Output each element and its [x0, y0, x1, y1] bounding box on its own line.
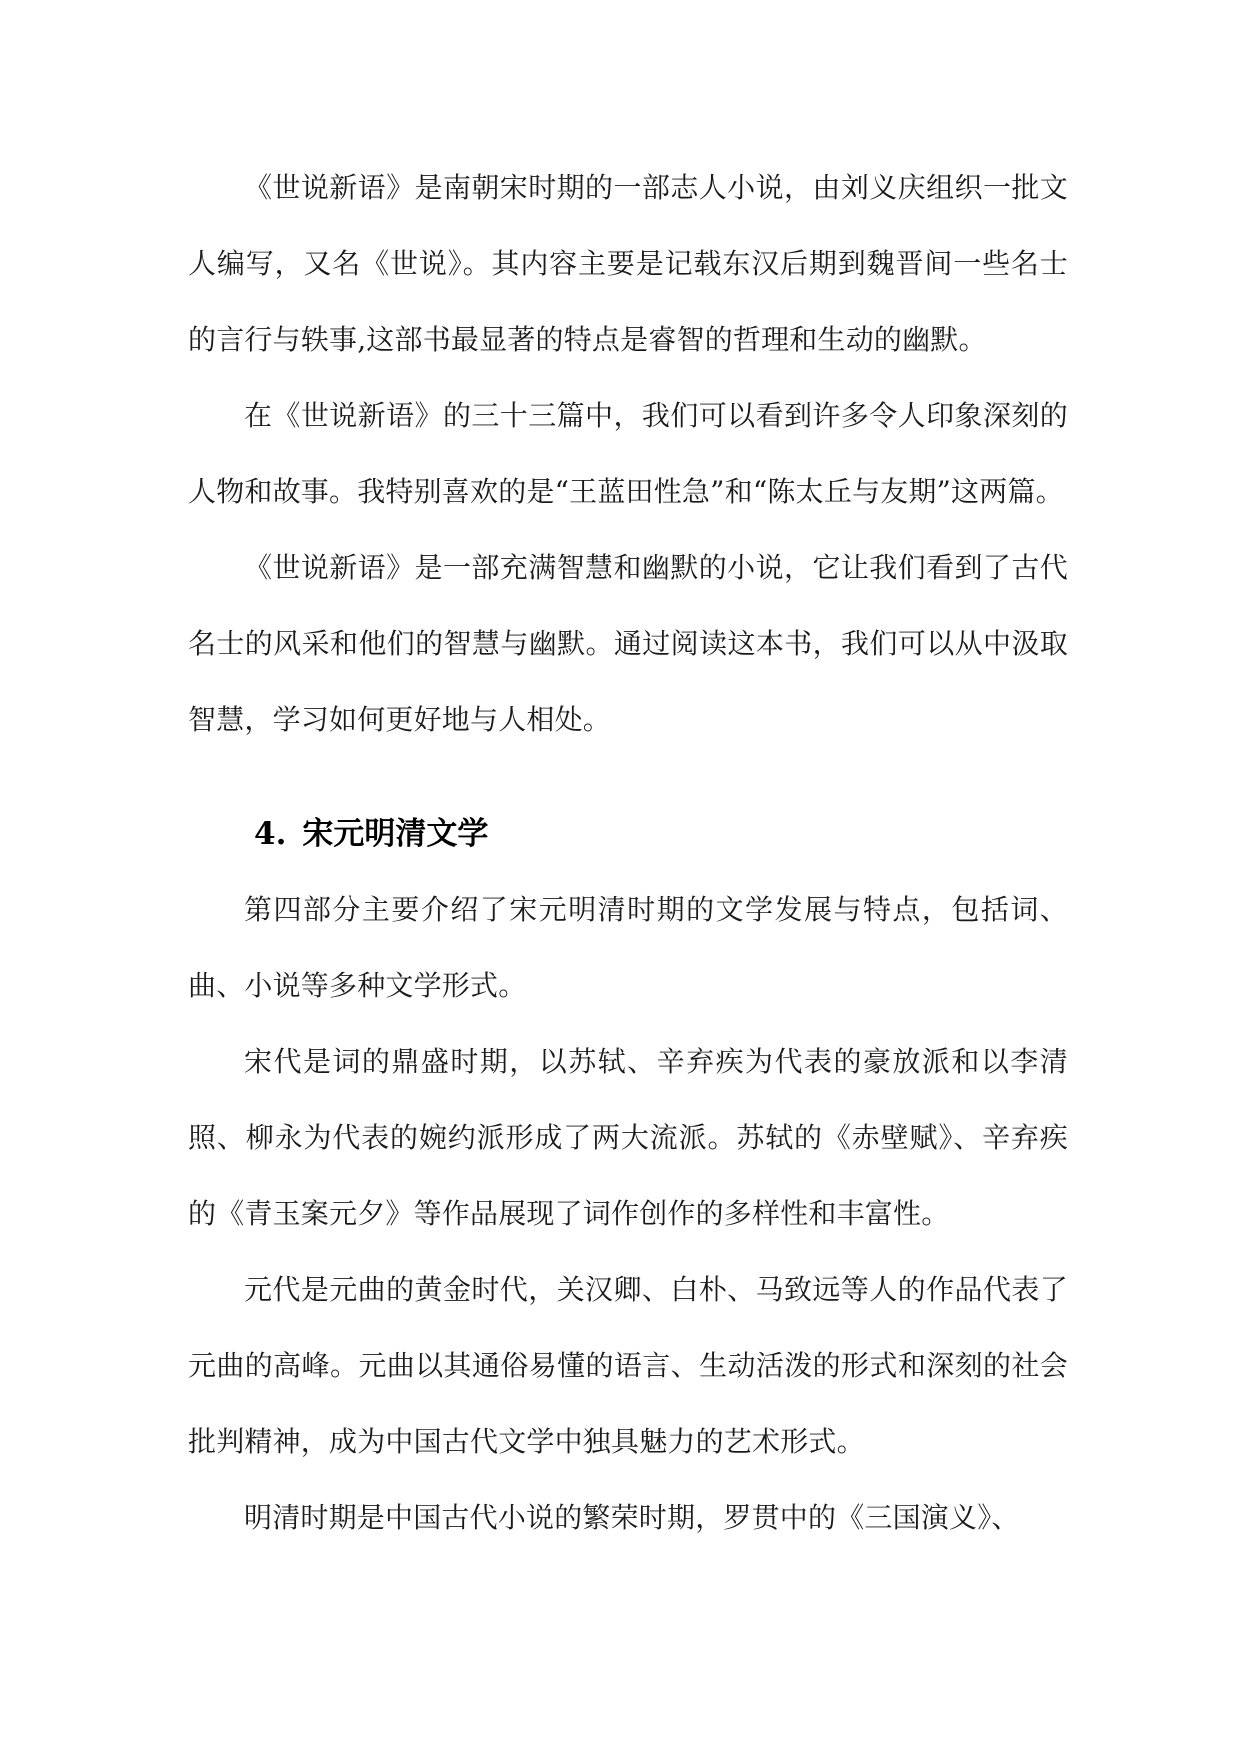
document-body [188, 150, 1068, 1556]
paragraph-shishuo-intro: 《世说新语》是南朝宋时期的一部志人小说，由刘义庆组织一批文人编写，又名《世说》。其内容主要是记载东汉后期到魏晋间一些名士的言行与轶事,这部书最显著的特点是睿智的哲理和生动的幽默。 [188, 171, 1068, 356]
paragraph-shishuo-summary: 《世说新语》是一部充满智慧和幽默的小说，它让我们看到了古代名士的风采和他们的智慧与幽默。通过阅读这本书，我们可以从中汲取智慧，学习如何更好地与人相处。 [188, 551, 1068, 736]
paragraph-section-intro: 第四部分主要介绍了宋元明清时期的文学发展与特点，包括词、曲、小说等多种文学形式。 [188, 893, 1068, 1002]
paragraph-shishuo-favorites: 在《世说新语》的三十三篇中，我们可以看到许多令人印象深刻的人物和故事。我特别喜欢的是“王蓝田性急”和“陈太丘与友期”这两篇。 [188, 399, 1068, 508]
paragraph-yuan-qu: 元代是元曲的黄金时代，关汉卿、白朴、马致远等人的作品代表了元曲的高峰。元曲以其通俗易懂的语言、生动活泼的形式和深刻的社会批判精神，成为中国古代文学中独具魅力的艺术形式。 [188, 1273, 1068, 1458]
paragraph-song-ci: 宋代是词的鼎盛时期，以苏轼、辛弃疾为代表的豪放派和以李清照、柳永为代表的婉约派形成了两大流派。苏轼的《赤壁赋》、辛弃疾的《青玉案元夕》等作品展现了词作创作的多样性和丰富性。 [188, 1045, 1068, 1230]
paragraph-ming-qing-novel: 明清时期是中国古代小说的繁荣时期，罗贯中的《三国演义》、 [244, 1501, 1020, 1534]
section-number: 4. [254, 816, 287, 852]
section-heading [188, 796, 1068, 872]
section-title: 宋元明清文学 [302, 816, 489, 852]
